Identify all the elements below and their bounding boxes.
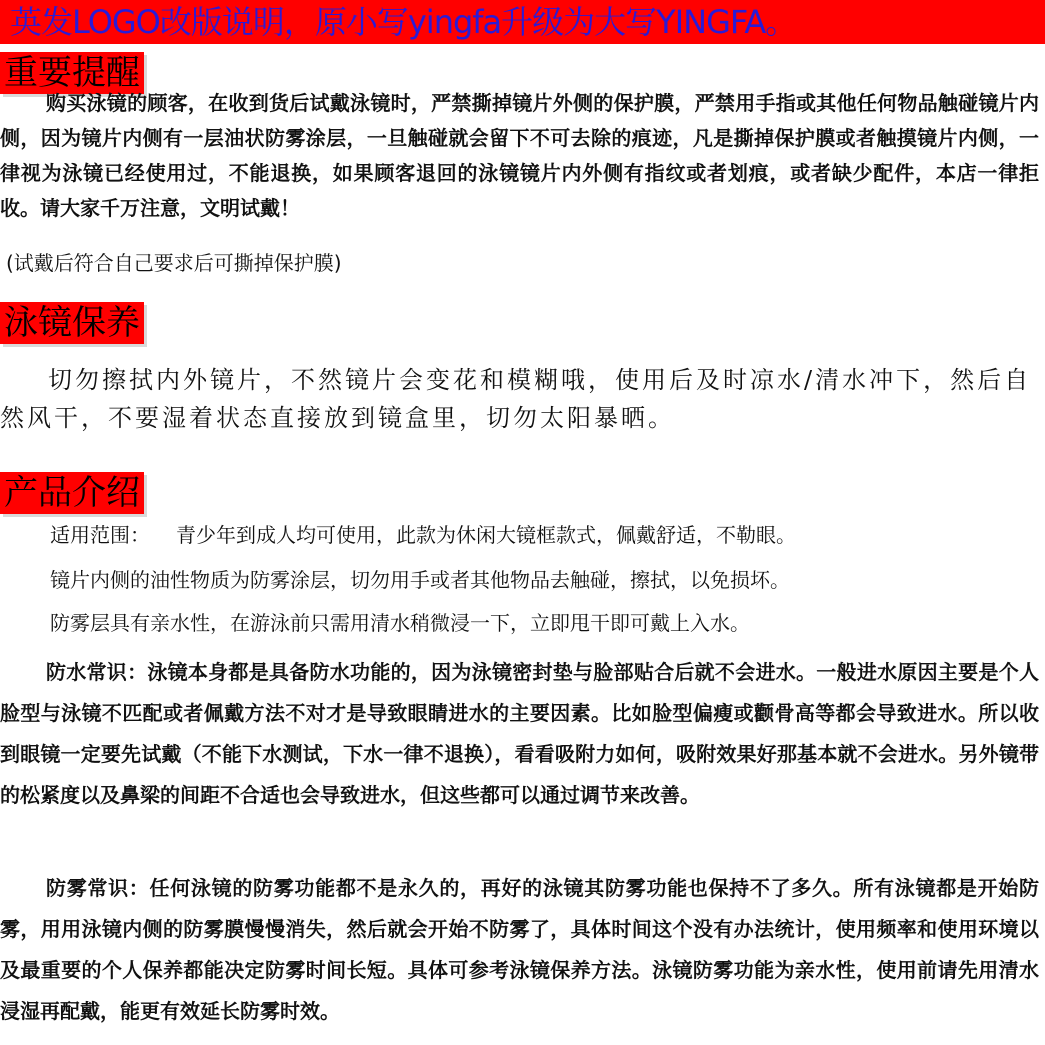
- heading-goggle-care: 泳镜保养: [0, 302, 144, 344]
- waterproof-paragraph: 防水常识：泳镜本身都是具备防水功能的，因为泳镜密封垫与脸部贴合后就不会进水。一般进水原因主要是个人脸型与泳镜不匹配或者佩戴方法不对才是导致眼睛进水的主要因素。比如脸型偏瘦或颧骨高等都会导致进水。所以收到眼镜一定要先试戴（不能下水测试，下水一律不退换），看看吸附力如何，吸附效果好那基本就不会进水。另外镜带的松紧度以及鼻梁的间距不合适也会导致进水，但这些都可以通过调节来改善。: [0, 660, 1039, 807]
- heading-important-reminder: 重要提醒: [0, 52, 144, 94]
- scope-line: [50, 522, 796, 548]
- lens-coating-line: 镜片内侧的油性物质为防雾涂层，切勿用手或者其他物品去触碰，擦拭，以免损坏。: [50, 568, 790, 592]
- logo-change-banner: 英发LOGO改版说明，原小写yingfa升级为大写YINGFA。: [0, 0, 1045, 44]
- reminder-paragraph: 购买泳镜的顾客，在收到货后试戴泳镜时，严禁撕掉镜片外侧的保护膜，严禁用手指或其他任何物品触碰镜片内侧，因为镜片内侧有一层油状防雾涂层，一旦触碰就会留下不可去除的痕迹，凡是撕掉保护膜或者触摸镜片内侧，一律视为泳镜已经使用过，不能退换，如果顾客退回的泳镜镜片内外侧有指纹或者划痕，或者缺少配件，本店一律拒收。请大家千万注意，文明试戴！: [0, 91, 1039, 220]
- hydrophilic-line: 防雾层具有亲水性，在游泳前只需用清水稍微浸一下，立即甩干即可戴上入水。: [50, 611, 750, 635]
- care-paragraph: 切勿擦拭内外镜片，不然镜片会变花和模糊哦，使用后及时凉水/清水冲下，然后自然风干，不要湿着状态直接放到镜盒里，切勿太阳暴晒。: [0, 366, 1032, 432]
- reminder-note: (试戴后符合自己要求后可撕掉保护膜): [6, 251, 342, 275]
- scope-label: 适用范围：: [50, 523, 150, 547]
- heading-product-intro: 产品介绍: [0, 472, 144, 514]
- antifog-paragraph: 防雾常识：任何泳镜的防雾功能都不是永久的，再好的泳镜其防雾功能也保持不了多久。所有泳镜都是开始防雾，用用泳镜内侧的防雾膜慢慢消失，然后就会开始不防雾了，具体时间这个没有办法统计，使用频率和使用环境以及最重要的个人保养都能决定防雾时间长短。具体可参考泳镜保养方法。泳镜防雾功能为亲水性，使用前请先用清水浸湿再配戴，能更有效延长防雾时效。: [0, 876, 1039, 1023]
- scope-text: 青少年到成人均可使用，此款为休闲大镜框款式，佩戴舒适，不勒眼。: [176, 523, 796, 547]
